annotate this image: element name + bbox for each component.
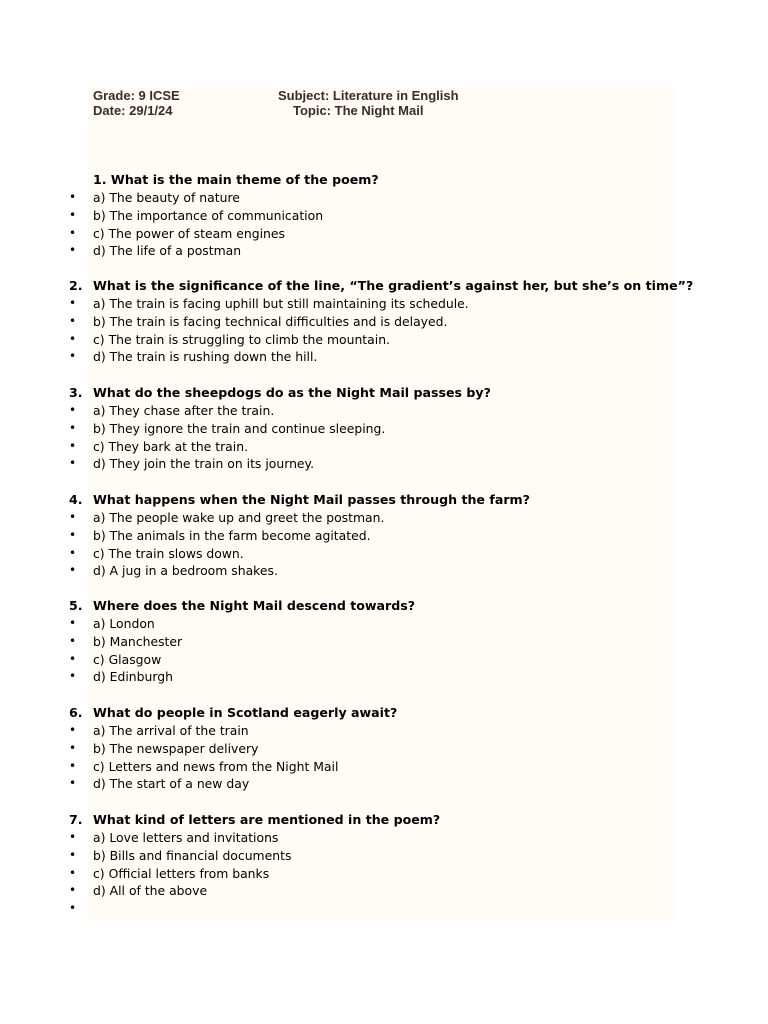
option-text: a) They chase after the train. <box>93 403 275 418</box>
option-text: d) The life of a postman <box>93 243 242 259</box>
question-number: 4. <box>69 492 83 507</box>
bullet-icon: • <box>69 527 77 542</box>
option-text: a) The people wake up and greet the postman. <box>93 510 385 525</box>
question-4 <box>0 491 768 580</box>
question-title <box>0 811 768 829</box>
bullet-icon: • <box>69 865 77 880</box>
question-text: 1. What is the main theme of the poem? <box>93 172 379 187</box>
answer-option <box>0 189 768 207</box>
bullet-icon: • <box>69 225 77 240</box>
answer-option <box>0 722 768 740</box>
question-title <box>0 491 768 509</box>
answer-option <box>0 615 768 633</box>
option-text: d) The start of a new day <box>93 776 250 792</box>
bullet-icon: • <box>69 438 77 453</box>
question-title <box>0 277 768 295</box>
option-text: d) All of the above <box>93 883 208 899</box>
question-text: What kind of letters are mentioned in the poem? <box>93 812 441 827</box>
answer-option <box>0 455 768 473</box>
answer-option <box>0 882 768 900</box>
answer-option <box>0 295 768 313</box>
question-number: 7. <box>69 812 83 827</box>
option-text: a) Love letters and invitations <box>93 830 279 845</box>
answer-option <box>0 633 768 651</box>
bullet-icon: • <box>69 403 77 417</box>
question-number: 3. <box>69 385 83 400</box>
bullet-icon: • <box>69 296 77 310</box>
bullet-icon: • <box>69 349 77 364</box>
question-text: Where does the Night Mail descend towards? <box>93 598 416 613</box>
question-title <box>0 384 768 402</box>
option-text: a) The arrival of the train <box>93 723 249 738</box>
answer-option <box>0 740 768 758</box>
option-text: c) Glasgow <box>93 651 162 667</box>
option-text: a) The train is facing uphill but still maintaining its schedule. <box>93 296 469 311</box>
option-text: b) Bills and financial documents <box>93 847 292 863</box>
option-text: c) The train slows down. <box>93 545 244 561</box>
answer-option <box>0 758 768 776</box>
answer-option <box>0 331 768 349</box>
bullet-icon: • <box>69 331 77 346</box>
answer-option <box>0 348 768 366</box>
question-text: What happens when the Night Mail passes through the farm? <box>93 492 530 507</box>
answer-option <box>0 562 768 580</box>
topic-label: Topic: The Night Mail <box>293 103 424 118</box>
bullet-icon: • <box>69 190 77 204</box>
option-text: b) They ignore the train and continue sleeping. <box>93 420 386 436</box>
option-text: c) Official letters from banks <box>93 865 270 881</box>
date-label: Date: 29/1/24 <box>93 103 173 118</box>
option-text: d) The train is rushing down the hill. <box>93 349 318 365</box>
question-text: What do people in Scotland eagerly await? <box>93 705 398 720</box>
option-text: b) The newspaper delivery <box>93 740 259 756</box>
option-text: d) A jug in a bedroom shakes. <box>93 563 278 579</box>
bullet-icon: • <box>69 883 77 898</box>
bullet-icon: • <box>69 563 77 578</box>
empty-answer-option <box>0 900 768 918</box>
option-text: b) The importance of communication <box>93 207 324 223</box>
question-text: What do the sheepdogs do as the Night Mail passes by? <box>93 385 491 400</box>
answer-option <box>0 420 768 438</box>
answer-option <box>0 775 768 793</box>
answer-option <box>0 847 768 865</box>
bullet-icon: • <box>69 723 77 737</box>
bullet-icon: • <box>69 901 77 916</box>
bullet-icon: • <box>69 243 77 258</box>
answer-option <box>0 509 768 527</box>
bullet-icon: • <box>69 651 77 666</box>
answer-option <box>0 207 768 225</box>
bullet-icon: • <box>69 830 77 844</box>
option-text: b) Manchester <box>93 633 183 649</box>
bullet-icon: • <box>69 740 77 755</box>
question-title <box>0 704 768 722</box>
question-title <box>0 171 768 189</box>
bullet-icon: • <box>69 510 77 524</box>
answer-option <box>0 545 768 563</box>
question-2 <box>0 277 768 366</box>
grade-label: Grade: 9 ICSE <box>93 88 180 103</box>
answer-option <box>0 402 768 420</box>
bullet-icon: • <box>69 313 77 328</box>
bullet-icon: • <box>69 456 77 471</box>
option-text: d) They join the train on its journey. <box>93 456 315 472</box>
option-text: d) Edinburgh <box>93 669 173 685</box>
question-text: What is the significance of the line, “The gradient’s against her, but she’s on time”? <box>93 278 694 293</box>
question-1 <box>0 171 768 260</box>
bullet-icon: • <box>69 633 77 648</box>
option-text: b) The animals in the farm become agitated. <box>93 527 371 543</box>
answer-option <box>0 225 768 243</box>
bullet-icon: • <box>69 758 77 773</box>
answer-option <box>0 668 768 686</box>
question-number: 5. <box>69 598 83 613</box>
option-text: c) They bark at the train. <box>93 438 249 454</box>
bullet-icon: • <box>69 207 77 222</box>
option-text: c) Letters and news from the Night Mail <box>93 758 339 774</box>
bullet-icon: • <box>69 847 77 862</box>
answer-option <box>0 438 768 456</box>
answer-option <box>0 865 768 883</box>
answer-option <box>0 313 768 331</box>
bullet-icon: • <box>69 669 77 684</box>
option-text: c) The power of steam engines <box>93 225 285 241</box>
question-5 <box>0 597 768 686</box>
option-text: b) The train is facing technical difficulties and is delayed. <box>93 313 448 329</box>
question-number: 2. <box>69 278 83 293</box>
answer-option <box>0 527 768 545</box>
question-title <box>0 597 768 615</box>
question-number: 6. <box>69 705 83 720</box>
question-3 <box>0 384 768 473</box>
bullet-icon: • <box>69 776 77 791</box>
bullet-icon: • <box>69 616 77 630</box>
question-7 <box>0 811 768 918</box>
option-text: a) London <box>93 616 155 631</box>
answer-option <box>0 829 768 847</box>
option-text: a) The beauty of nature <box>93 190 240 205</box>
option-text: c) The train is struggling to climb the mountain. <box>93 331 390 347</box>
answer-option <box>0 242 768 260</box>
bullet-icon: • <box>69 420 77 435</box>
subject-label: Subject: Literature in English <box>278 88 459 103</box>
answer-option <box>0 651 768 669</box>
question-6 <box>0 704 768 793</box>
bullet-icon: • <box>69 545 77 560</box>
